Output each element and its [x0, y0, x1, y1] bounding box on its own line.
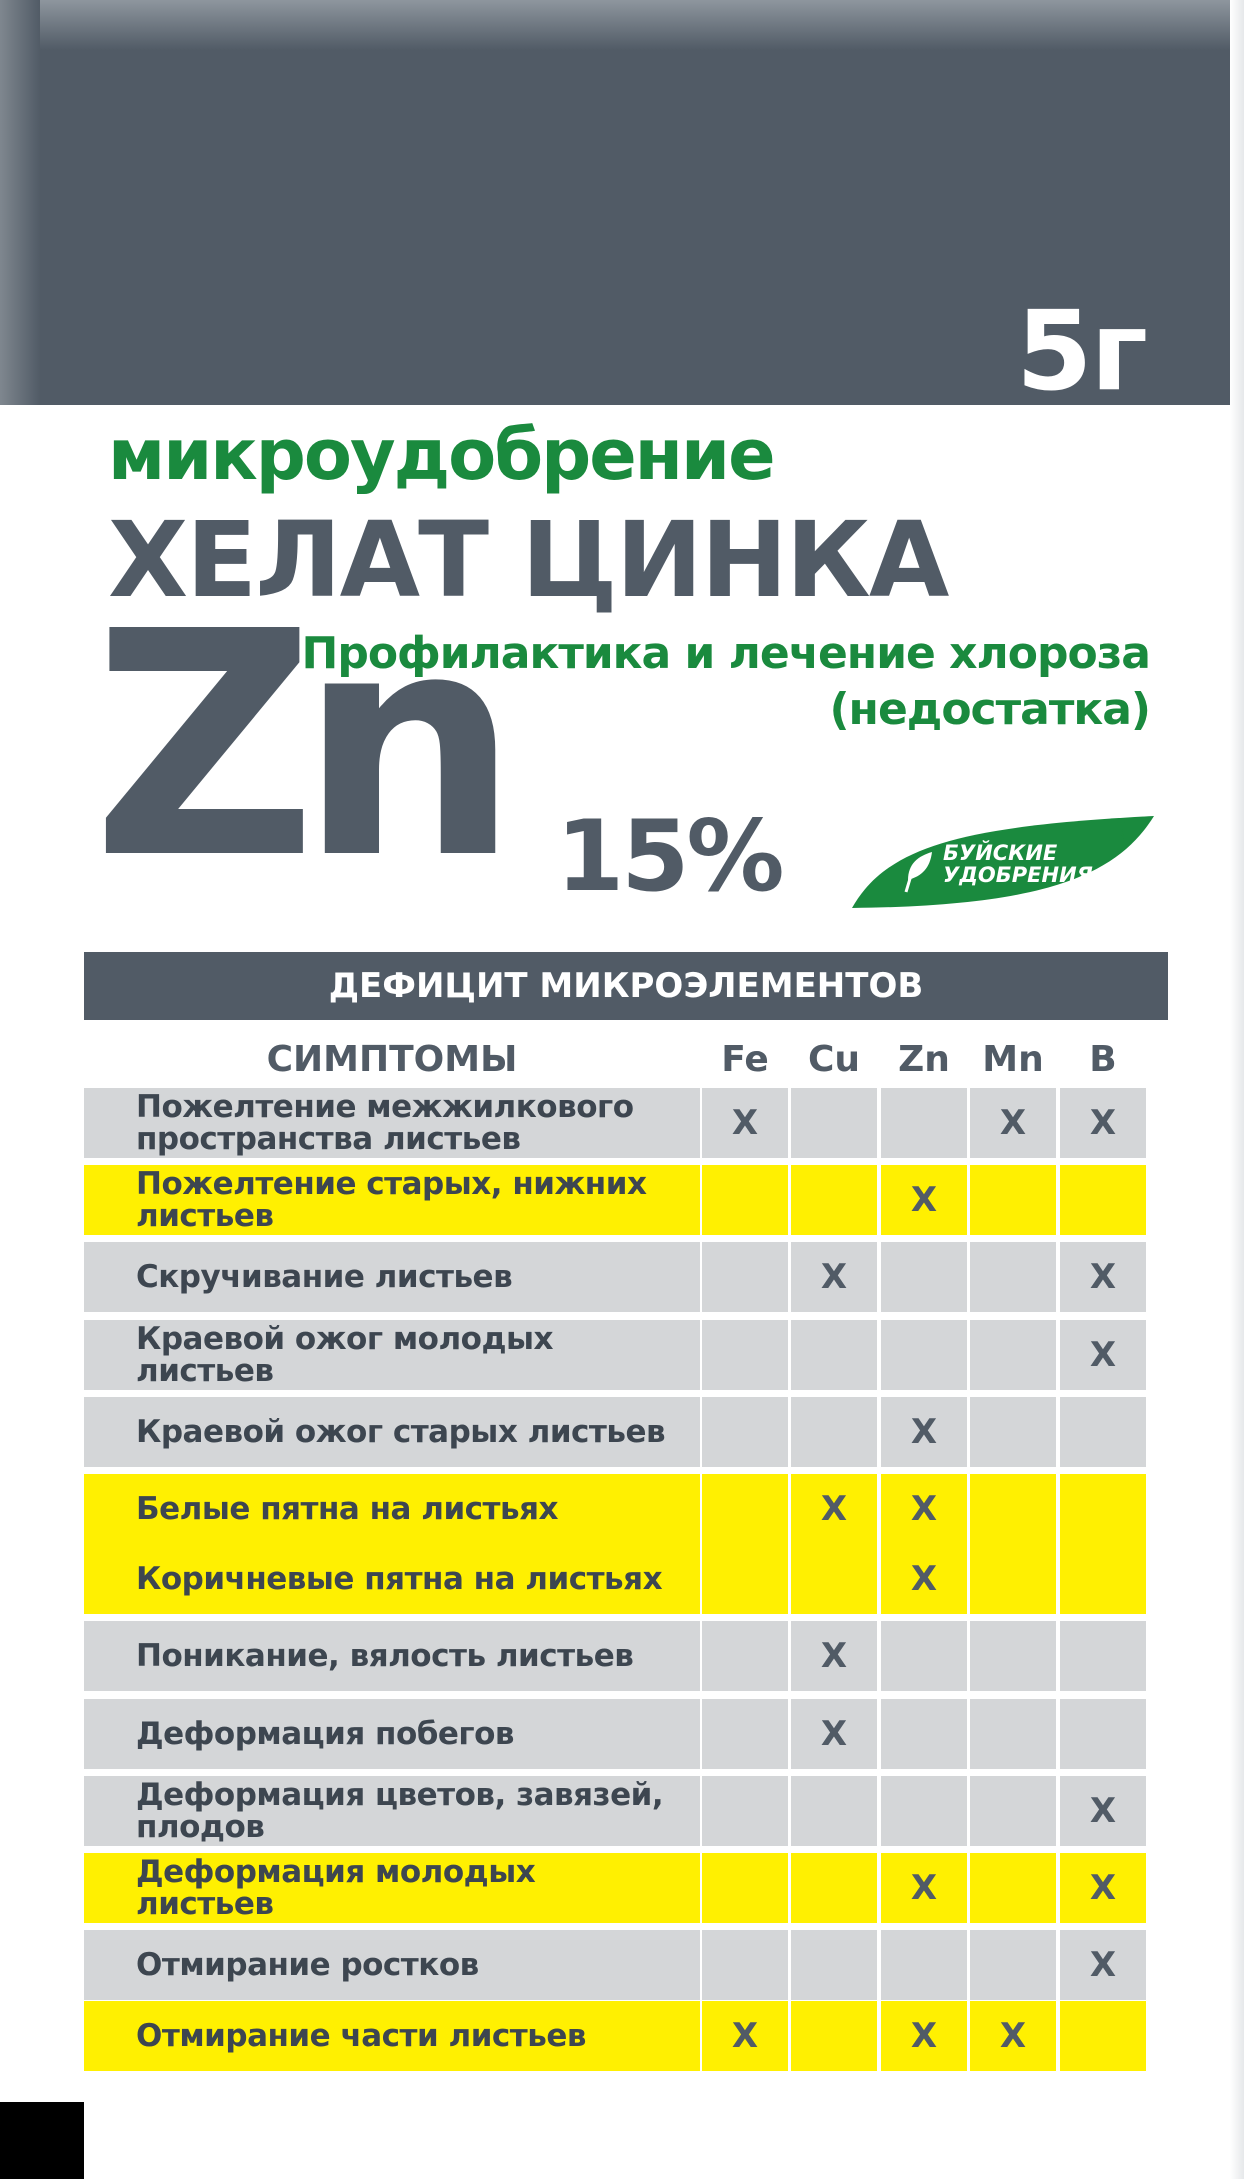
header-element: Cu: [807, 1039, 861, 1080]
symptom-text: Коричневые пятна на листьях: [136, 1561, 663, 1597]
symptom-cell: [84, 1699, 700, 1769]
symptom-cell: [84, 1165, 700, 1235]
header-element: Zn: [898, 1039, 950, 1080]
mark-cell: [881, 1242, 967, 1312]
deficiency-mark: X: [910, 1489, 938, 1529]
mark-cell: [791, 1165, 877, 1235]
deficiency-mark: X: [820, 1489, 848, 1529]
mark-cell: [702, 1853, 788, 1923]
mark-cell: [702, 1930, 788, 2000]
symptom-text: Отмирание ростков: [136, 1947, 479, 1983]
mark-cell: [791, 1397, 877, 1467]
table-row: [84, 1776, 1168, 1846]
brand-name: [943, 842, 1093, 886]
mark-cell: [1060, 2001, 1146, 2071]
deficiency-mark: X: [1089, 1868, 1117, 1908]
mark-cell: [970, 1320, 1056, 1390]
mark-cell: [702, 1621, 788, 1691]
symptom-cell: [84, 2001, 700, 2071]
mark-cell: [791, 1699, 877, 1769]
symptom-text: Скручивание листьев: [136, 1259, 513, 1295]
mark-cell: [881, 1930, 967, 2000]
symptom-text: Краевой ожог молодых листьев: [136, 1321, 554, 1389]
mark-cell: [970, 1776, 1056, 1846]
mark-cell: [702, 1699, 788, 1769]
mark-cell: [881, 1853, 967, 1923]
deficiency-mark: X: [910, 2016, 938, 2056]
tagline-line-1: Профилактика и лечение хлороза: [301, 628, 1150, 679]
deficiency-mark: X: [731, 2016, 759, 2056]
symptom-cell: [84, 1776, 700, 1846]
symptom-text: Деформация молодых листьев: [136, 1854, 536, 1922]
mark-cell: [702, 1088, 788, 1158]
mark-cell: [791, 1930, 877, 2000]
deficiency-mark: X: [820, 1714, 848, 1754]
table-row: [84, 1474, 1168, 1544]
symptom-cell: [84, 1474, 700, 1544]
product-subtitle: микроудобрение: [108, 414, 774, 496]
mark-cell: [970, 1853, 1056, 1923]
symptom-cell: [84, 1320, 700, 1390]
deficiency-mark: X: [820, 1257, 848, 1297]
mark-cell: [1060, 1474, 1146, 1544]
deficiency-mark: X: [910, 1412, 938, 1452]
mark-cell: [970, 1165, 1056, 1235]
mark-cell: [702, 1474, 788, 1544]
mark-cell: [881, 2001, 967, 2071]
mark-cell: [1060, 1242, 1146, 1312]
mark-cell: [881, 1621, 967, 1691]
table-title: ДЕФИЦИТ МИКРОЭЛЕМЕНТОВ: [84, 952, 1168, 1020]
table-row: [84, 1621, 1168, 1691]
mark-cell: [1060, 1165, 1146, 1235]
table-row: [84, 1320, 1168, 1390]
mark-cell: [881, 1699, 967, 1769]
symptom-text: Поникание, вялость листьев: [136, 1638, 634, 1674]
deficiency-mark: X: [1089, 1103, 1117, 1143]
table-row: [84, 1853, 1168, 1923]
mark-cell: [702, 1776, 788, 1846]
mark-cell: [970, 1621, 1056, 1691]
packet-edge: [1230, 0, 1244, 2179]
mark-cell: [702, 1320, 788, 1390]
product-title: ХЕЛАТ ЦИНКА: [108, 499, 948, 621]
mark-cell: [791, 1776, 877, 1846]
mark-cell: [791, 1242, 877, 1312]
mark-cell: [791, 1320, 877, 1390]
deficiency-mark: X: [1089, 1257, 1117, 1297]
mark-cell: [970, 1088, 1056, 1158]
mark-cell: [1060, 1320, 1146, 1390]
deficiency-mark: X: [1089, 1945, 1117, 1985]
mark-cell: [881, 1544, 967, 1614]
mark-cell: [1060, 1930, 1146, 2000]
symptom-cell: [84, 1544, 700, 1614]
brand-line-2: УДОБРЕНИЯ: [943, 863, 1093, 888]
mark-cell: [970, 1699, 1056, 1769]
deficiency-mark: X: [999, 2016, 1027, 2056]
symptom-cell: [84, 1088, 700, 1158]
tagline-line-2: (недостатка): [829, 684, 1150, 736]
mark-cell: [970, 1242, 1056, 1312]
deficiency-mark: X: [910, 1868, 938, 1908]
mark-cell: [791, 1088, 877, 1158]
mark-cell: [881, 1474, 967, 1544]
mark-cell: [702, 1397, 788, 1467]
mark-cell: [1060, 1544, 1146, 1614]
mark-cell: [881, 1165, 967, 1235]
deficiency-mark: X: [1089, 1791, 1117, 1831]
mark-cell: [881, 1776, 967, 1846]
mark-cell: [1060, 1699, 1146, 1769]
mark-cell: [1060, 1621, 1146, 1691]
mark-cell: [970, 1930, 1056, 2000]
symptom-cell: [84, 1397, 700, 1467]
mark-cell: [791, 2001, 877, 2071]
table-row: [84, 1165, 1168, 1235]
package-weight: 5г: [1015, 287, 1146, 415]
mark-cell: [791, 1544, 877, 1614]
symptom-text: Белые пятна на листьях: [136, 1491, 559, 1527]
deficiency-mark: X: [999, 1103, 1027, 1143]
symptom-cell: [84, 1930, 700, 2000]
table-row: [84, 1397, 1168, 1467]
table-row: [84, 2001, 1168, 2071]
header-symptoms: СИМПТОМЫ: [266, 1039, 518, 1080]
symptom-text: Деформация побегов: [136, 1716, 515, 1752]
mark-cell: [881, 1397, 967, 1467]
header-element: Mn: [982, 1039, 1044, 1080]
table-row: [84, 1699, 1168, 1769]
table-row: [84, 1544, 1168, 1614]
mark-cell: [970, 1544, 1056, 1614]
table-row: [84, 1930, 1168, 2000]
symptom-text: Краевой ожог старых листьев: [136, 1414, 666, 1450]
mark-cell: [702, 1242, 788, 1312]
deficiency-mark: X: [1089, 1335, 1117, 1375]
mark-cell: [1060, 1853, 1146, 1923]
mark-cell: [970, 2001, 1056, 2071]
deficiency-mark: X: [910, 1559, 938, 1599]
table-row: [84, 1242, 1168, 1312]
symptom-text: Деформация цветов, завязей, плодов: [136, 1777, 664, 1845]
mark-cell: [881, 1320, 967, 1390]
brand-line-1: БУЙСКИЕ: [943, 841, 1058, 865]
mark-cell: [702, 2001, 788, 2071]
mark-cell: [791, 1853, 877, 1923]
symptom-text: Отмирание части листьев: [136, 2018, 587, 2054]
mark-cell: [881, 1088, 967, 1158]
deficiency-mark: X: [820, 1636, 848, 1676]
mark-cell: [970, 1397, 1056, 1467]
mark-cell: [1060, 1397, 1146, 1467]
symptom-text: Пожелтение межжилкового пространства листьев: [136, 1089, 634, 1157]
element-symbol: Zn: [92, 566, 502, 927]
header-element: Fe: [721, 1039, 769, 1080]
corner-mark: [0, 2102, 84, 2179]
mark-cell: [702, 1165, 788, 1235]
mark-cell: [1060, 1776, 1146, 1846]
deficiency-mark: X: [910, 1180, 938, 1220]
mark-cell: [791, 1474, 877, 1544]
mark-cell: [702, 1544, 788, 1614]
mark-cell: [970, 1474, 1056, 1544]
registered-mark-icon: R: [1108, 822, 1134, 848]
symptom-cell: [84, 1242, 700, 1312]
mark-cell: [791, 1621, 877, 1691]
symptom-text: Пожелтение старых, нижних листьев: [136, 1166, 647, 1234]
mark-cell: [1060, 1088, 1146, 1158]
deficiency-mark: X: [731, 1103, 759, 1143]
header-element: B: [1089, 1039, 1117, 1080]
symptom-cell: [84, 1621, 700, 1691]
element-percent: 15%: [556, 800, 782, 914]
symptom-cell: [84, 1853, 700, 1923]
table-row: [84, 1088, 1168, 1158]
